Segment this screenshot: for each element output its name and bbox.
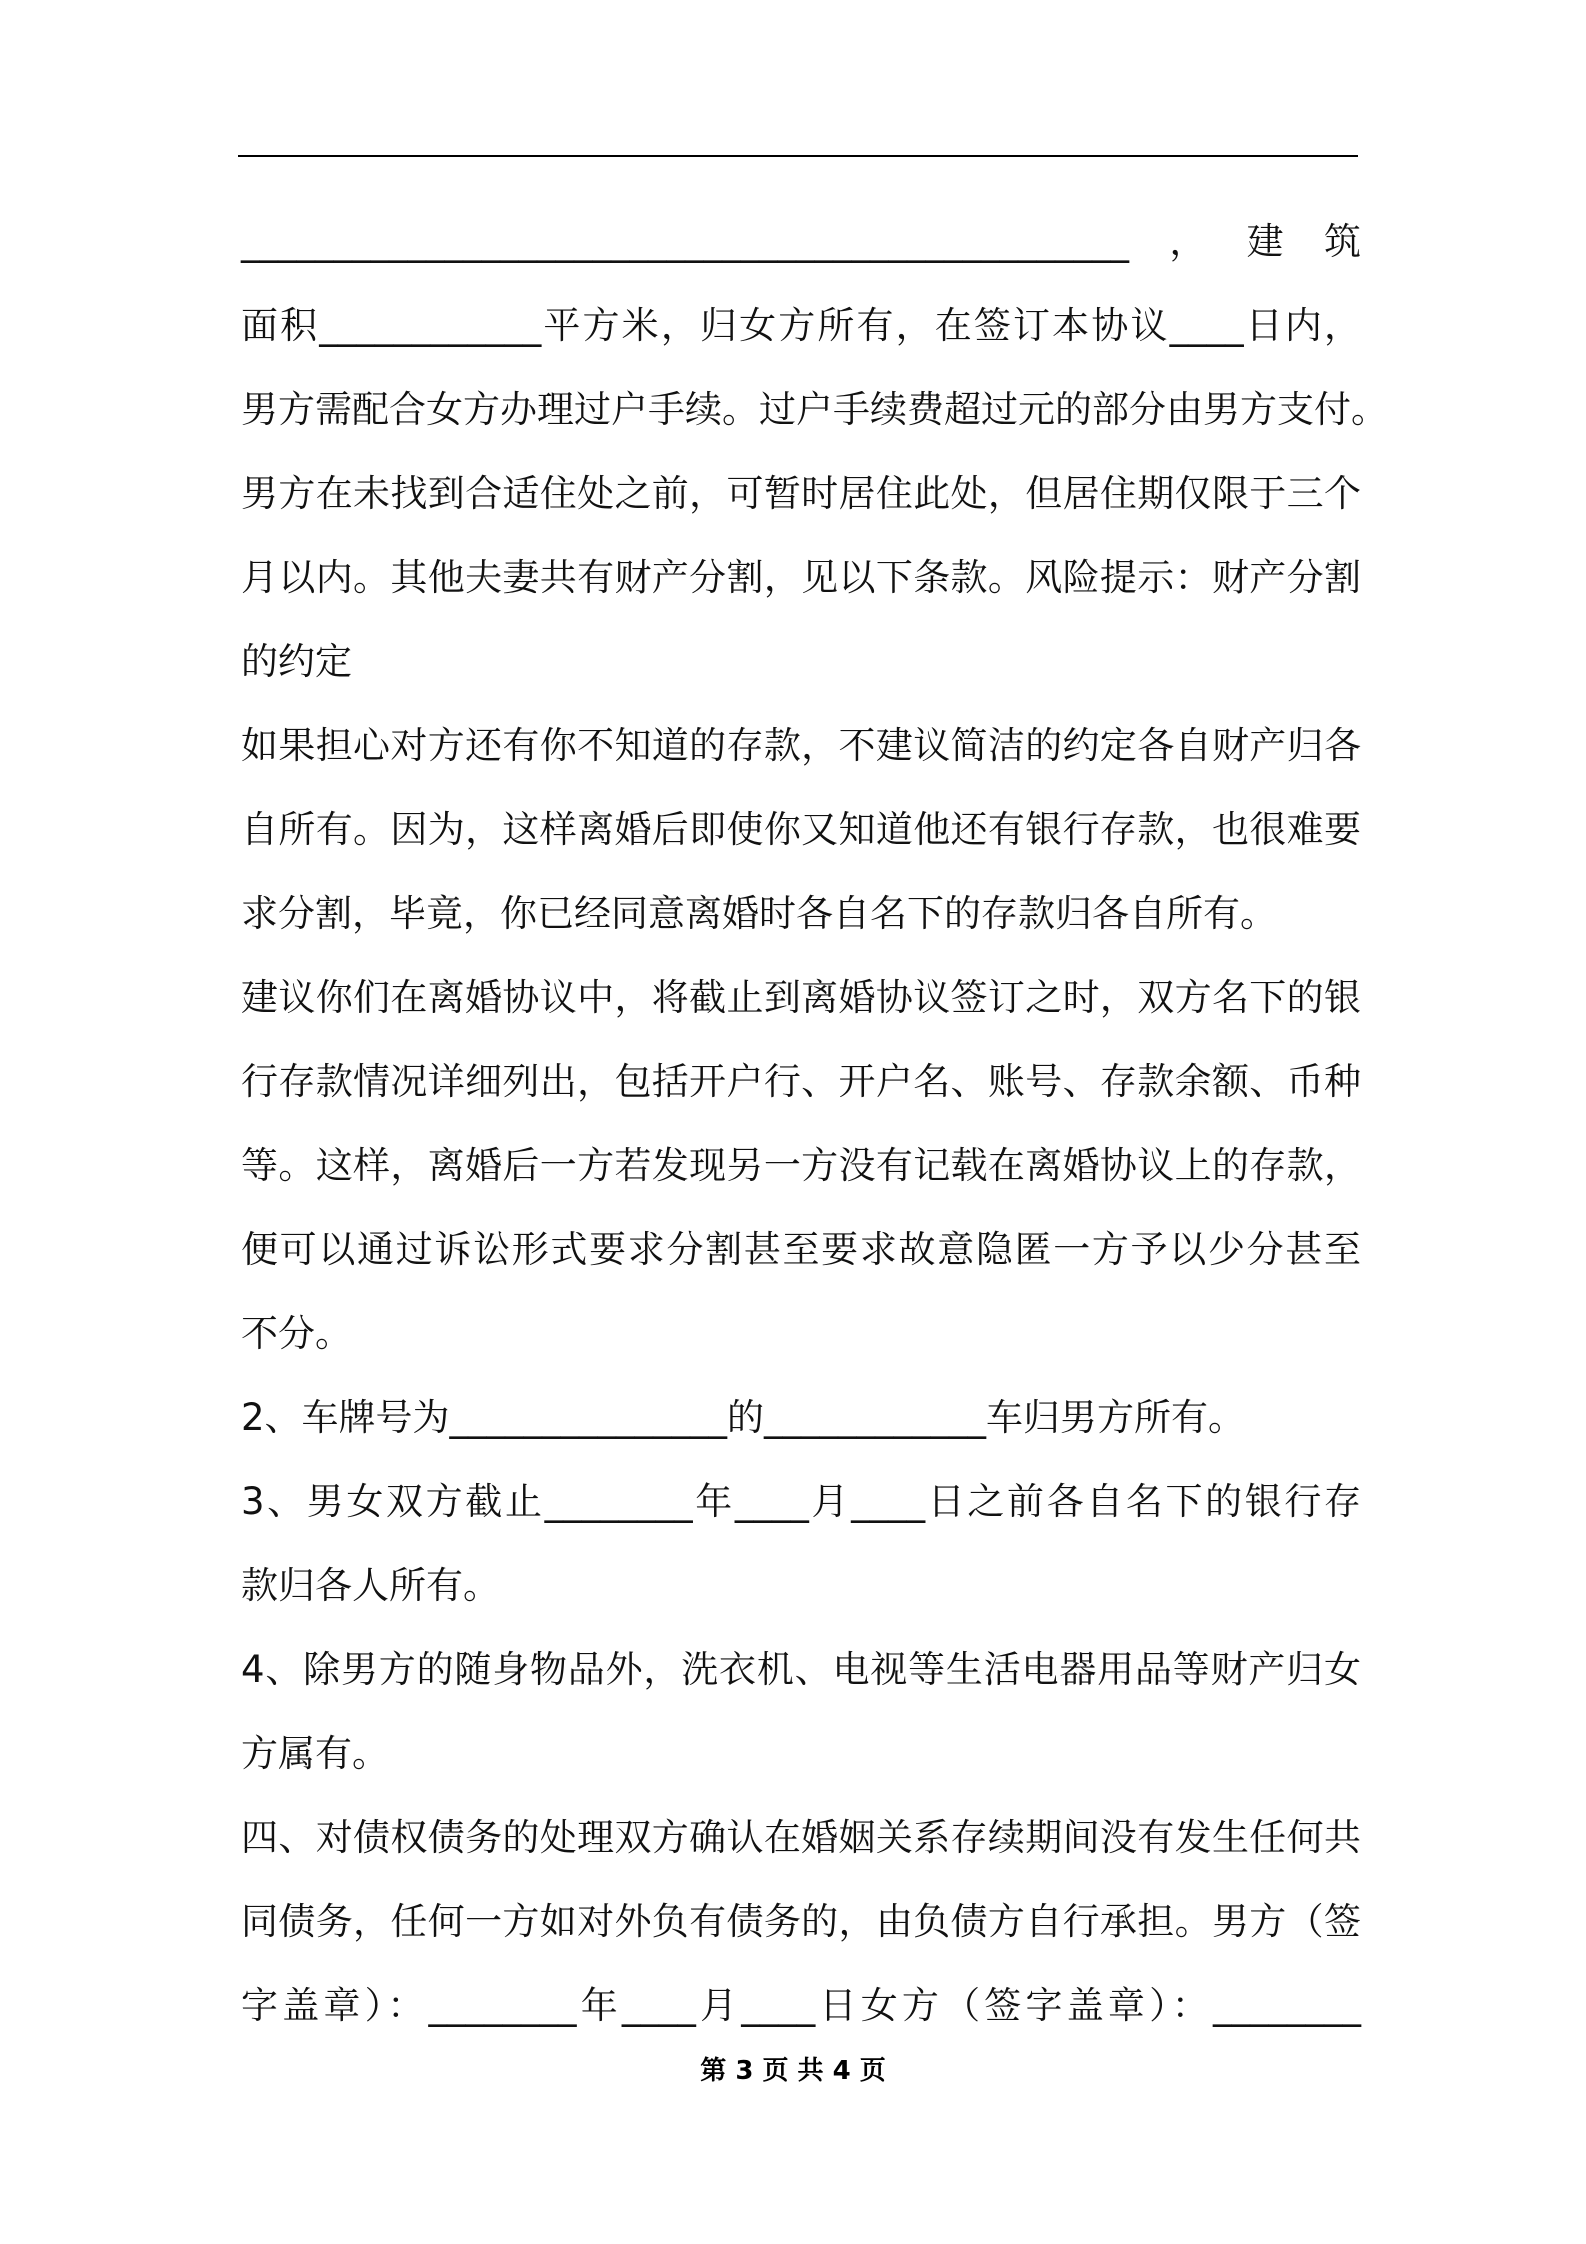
body-line: ________________________________________________，建筑 xyxy=(241,220,1361,263)
page-number: 第 3 页 共 4 页 xyxy=(700,2056,886,2086)
body-line: 款归各人所有。 xyxy=(241,1564,500,1607)
body-line: 等。这样，离婚后一方若发现另一方没有记载在离婚协议上的存款， xyxy=(241,1144,1361,1187)
body-line: 3、男女双方截止________年____月____日之前各自名下的银行存 xyxy=(241,1480,1361,1523)
body-line: 男方在未找到合适住处之前，可暂时居住此处，但居住期仅限于三个 xyxy=(241,472,1361,515)
body-line: 字盖章）：________年____月____日女方（签字盖章）：________ xyxy=(241,1984,1361,2027)
body-line: 建议你们在离婚协议中，将截止到离婚协议签订之时，双方名下的银 xyxy=(241,976,1361,1019)
body-line: 月以内。其他夫妻共有财产分割，见以下条款。风险提示：财产分割 xyxy=(241,556,1361,599)
body-line: 便可以通过诉讼形式要求分割甚至要求故意隐匿一方予以少分甚至 xyxy=(241,1228,1361,1271)
body-line: 求分割，毕竟，你已经同意离婚时各自名下的存款归各自所有。 xyxy=(241,892,1277,935)
body-line: 行存款情况详细列出，包括开户行、开户名、账号、存款余额、币种 xyxy=(241,1060,1361,1103)
body-line: 不分。 xyxy=(241,1312,352,1355)
body-line: 面积____________平方米，归女方所有，在签订本协议____日内， xyxy=(241,304,1361,347)
header-rule xyxy=(238,155,1358,157)
body-line: 4、除男方的随身物品外，洗衣机、电视等生活电器用品等财产归女 xyxy=(241,1648,1361,1691)
body-line: 四、对债权债务的处理双方确认在婚姻关系存续期间没有发生任何共 xyxy=(241,1816,1361,1859)
body-line: 方属有。 xyxy=(241,1732,389,1775)
body-line: 的约定 xyxy=(241,640,352,683)
body-line: 同债务，任何一方如对外负有债务的，由负债方自行承担。男方（签 xyxy=(241,1900,1361,1943)
body-line: 2、车牌号为_______________的____________车归男方所有。 xyxy=(241,1396,1246,1439)
body-line: 自所有。因为，这样离婚后即使你又知道他还有银行存款，也很难要 xyxy=(241,808,1361,851)
body-line: 如果担心对方还有你不知道的存款，不建议简洁的约定各自财产归各 xyxy=(241,724,1361,767)
body-line: 男方需配合女方办理过户手续。过户手续费超过元的部分由男方支付。 xyxy=(241,388,1388,431)
document-body xyxy=(241,200,1388,2048)
